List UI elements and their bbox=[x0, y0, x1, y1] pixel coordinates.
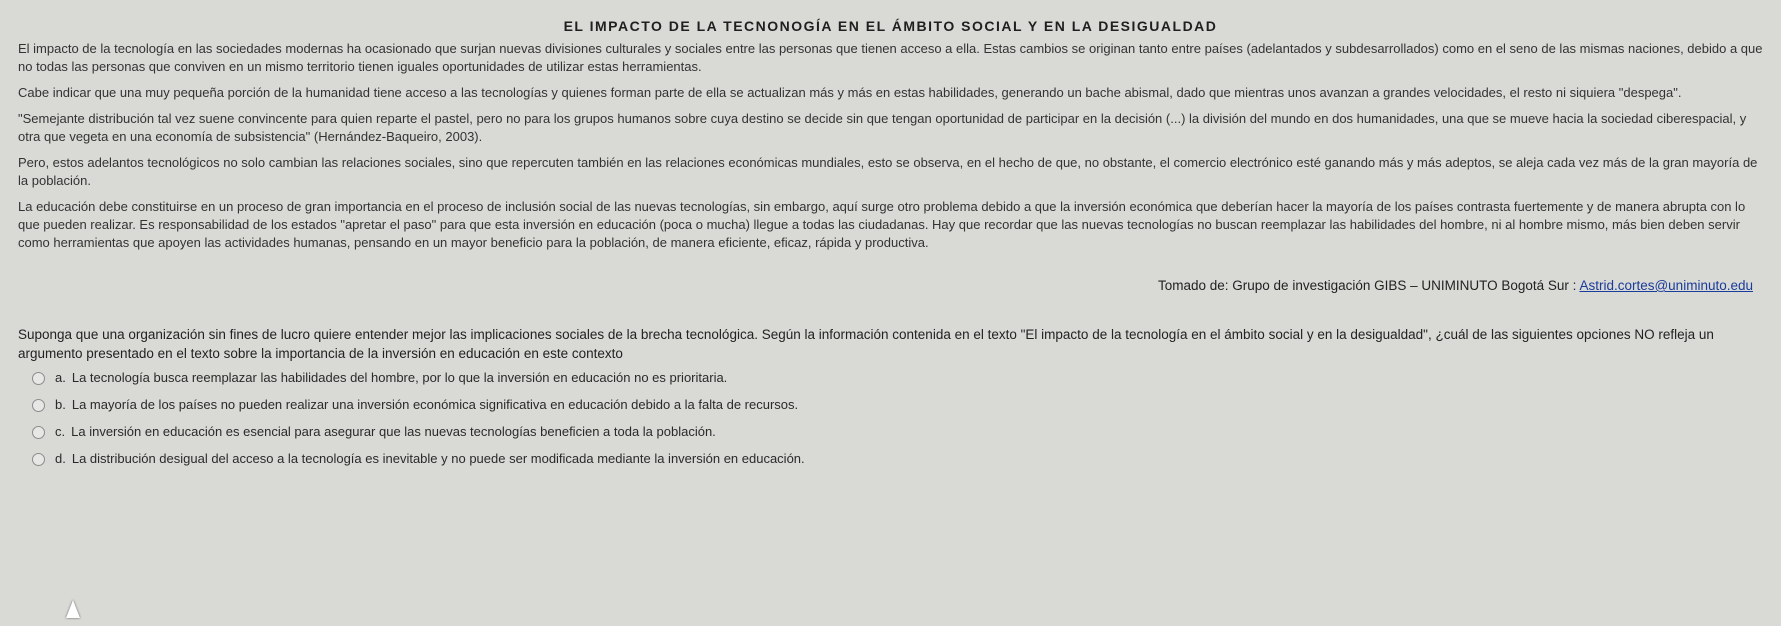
source-citation bbox=[18, 278, 1753, 293]
radio-button-c[interactable] bbox=[32, 426, 45, 439]
reading-quote: "Semejante distribución tal vez suene convincente para quien reparte el pastel, pero no para los grupos humanos sobre cuya destino se decide sin que tengan oportunidad de participar en la decisión (...) la división del mundo en dos humanidades, una que se mueve hacia la sociedad ciberespacial, y otra que vegeta en una economía de subsistencia" (Hernández-Baqueiro, 2003). bbox=[18, 111, 1747, 144]
option-letter: b. bbox=[55, 397, 66, 412]
option-letter: c. bbox=[55, 424, 66, 439]
source-email-link[interactable]: Astrid.cortes@uniminuto.edu bbox=[1579, 278, 1753, 293]
option-a[interactable] bbox=[32, 369, 1763, 387]
option-label: La inversión en educación es esencial para asegurar que las nuevas tecnologías beneficien a toda la población. bbox=[71, 424, 716, 439]
option-d[interactable] bbox=[32, 450, 1763, 468]
mouse-cursor-icon bbox=[66, 600, 80, 618]
option-c[interactable] bbox=[32, 423, 1763, 441]
source-label: Tomado de: Grupo de investigación GIBS – UNIMINUTO Bogotá Sur : bbox=[1157, 278, 1577, 293]
question-text: Suponga que una organización sin fines de lucro quiere entender mejor las implicaciones sociales de la brecha tecnológica. Según la información contenida en el texto "El impacto de la tecnología en el ámbito social y en la desigualdad", ¿cuál de las siguientes opciones NO refleja un argumento presentado en el texto sobre la importancia de la inversión en educación en este contexto bbox=[18, 327, 1714, 361]
option-label: La tecnología busca reemplazar las habilidades del hombre, por lo que la inversión en educación no es prioritaria. bbox=[71, 370, 728, 385]
reading-paragraph-1: El impacto de la tecnología en las sociedades modernas ha ocasionado que surjan nuevas divisiones culturales y sociales entre las personas que tienen acceso a ella. Estas cambios se originan tanto entre países (adelantados y subdesarrollados) como en el seno de las mismas naciones, debido a que no todas las personas que conviven en un mismo territorio tienen iguales oportunidades de utilizar estas herramientas. bbox=[18, 41, 1763, 74]
reading-paragraph-3: Pero, estos adelantos tecnológicos no solo cambian las relaciones sociales, sino que repercuten también en las relaciones económicas mundiales, esto se observa, en el hecho de que, no obstante, el comercio electrónico esté ganando más y más adeptos, se aleja cada vez más de la gran mayoría de la población. bbox=[18, 155, 1758, 188]
reading-paragraph-2: Cabe indicar que una muy pequeña porción de la humanidad tiene acceso a las tecnologías y quienes forman parte de ella se actualizan más y más en estas habilidades, generando un bache abismal, dado que mientras unos avanzan a grandes velocidades, el resto ni siquiera "despega". bbox=[18, 85, 1682, 100]
option-label: La mayoría de los países no pueden realizar una inversión económica significativa en educación debido a la falta de recursos. bbox=[71, 397, 799, 412]
radio-button-a[interactable] bbox=[32, 372, 45, 385]
answer-options bbox=[32, 369, 1763, 468]
option-letter: a. bbox=[55, 370, 66, 385]
radio-button-b[interactable] bbox=[32, 399, 45, 412]
reading-title: EL IMPACTO DE LA TECNONOGÍA EN EL ÁMBITO SOCIAL Y EN LA DESIGUALDAD bbox=[563, 18, 1218, 34]
radio-button-d[interactable] bbox=[32, 453, 45, 466]
option-letter: d. bbox=[55, 451, 66, 466]
option-b[interactable] bbox=[32, 396, 1763, 414]
reading-paragraph-4: La educación debe constituirse en un proceso de gran importancia en el proceso de inclusión social de las nuevas tecnologías, sin embargo, aquí surge otro problema debido a que la inversión económica que deberían hacer la mayoría de los países contrasta fuertemente y de manera abrupta con lo que pueden realizar. Es responsabilidad de los estados "apretar el paso" para que esta inversión en educación (poca o mucha) llegue a todas las ciudadanas. Hay que recordar que las nuevas tecnologías no buscan reemplazar las habilidades del hombre, ni al hombre mismo, más bien deben servir como herramientas que apoyen las actividades humanas, pensando en un mayor beneficio para la población, de manera eficiente, eficaz, rápida y productiva. bbox=[18, 199, 1746, 250]
option-label: La distribución desigual del acceso a la tecnología es inevitable y no puede ser modificada mediante la inversión en educación. bbox=[71, 451, 805, 466]
